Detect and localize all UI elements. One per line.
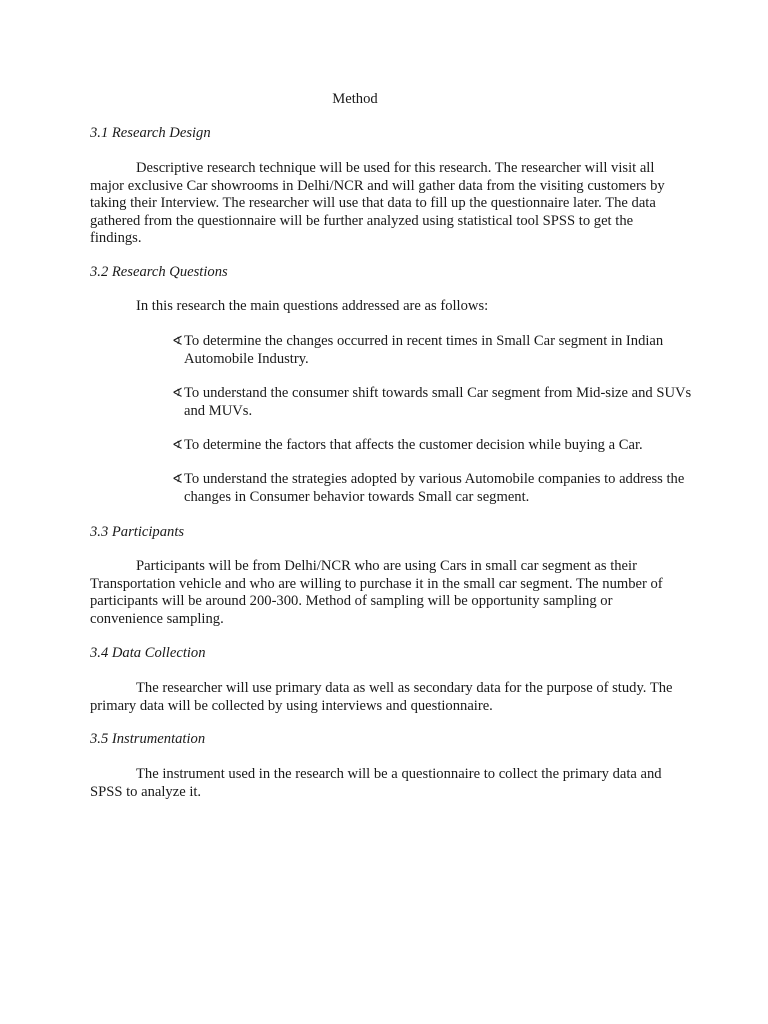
arrowhead-left-bullet-icon: ∢ — [172, 438, 183, 453]
section-heading-participants: 3.3 Participants — [90, 524, 185, 540]
section-paragraph-research-design: Descriptive research technique will be used for this research. The researcher will visit all major exclusive Car showrooms in Delhi/NCR and will gather data from the visiting customers by taking their Interview. The researcher will use that data to fill up the questionnaire later. The data gathered from the questionnaire will be further analyzed using statistical tool SPSS to get the findings. — [90, 160, 665, 247]
arrowhead-left-bullet-icon: ∢ — [172, 334, 183, 349]
list-item-text: To determine the factors that affects the customer decision while buying a Car. — [184, 437, 643, 453]
list-item-text: To determine the changes occurred in recent times in Small Car segment in Indian Automobile Industry. — [184, 333, 664, 367]
section-paragraph-participants: Participants will be from Delhi/NCR who are using Cars in small car segment as their Transportation vehicle and who are willing to purchase it in the small car segment. The number of participants will be around 200-300. Method of sampling will be opportunity sampling or convenience sampling. — [90, 558, 663, 627]
section-heading-research-questions: 3.2 Research Questions — [90, 264, 228, 280]
section-heading-instrumentation: 3.5 Instrumentation — [90, 731, 206, 747]
arrowhead-left-bullet-icon: ∢ — [172, 386, 183, 401]
arrowhead-left-bullet-icon: ∢ — [172, 472, 183, 487]
document-title: Method — [332, 91, 378, 107]
research-questions-intro: In this research the main questions addressed are as follows: — [136, 298, 489, 314]
section-heading-data-collection: 3.4 Data Collection — [90, 645, 206, 661]
list-item — [172, 385, 694, 420]
list-item-text: To understand the strategies adopted by various Automobile companies to address the changes in Consumer behavior towards Small car segment. — [184, 471, 685, 505]
list-item-text: To understand the consumer shift towards small Car segment from Mid-size and SUVs and MUVs. — [184, 385, 692, 419]
section-heading-research-design: 3.1 Research Design — [90, 125, 211, 141]
list-item — [172, 333, 694, 368]
list-item — [172, 471, 694, 506]
section-paragraph-data-collection: The researcher will use primary data as well as secondary data for the purpose of study. The primary data will be collected by using interviews and questionnaire. — [90, 680, 673, 714]
section-paragraph-instrumentation: The instrument used in the research will be a questionnaire to collect the primary data and SPSS to analyze it. — [90, 766, 662, 800]
list-item — [172, 437, 694, 455]
